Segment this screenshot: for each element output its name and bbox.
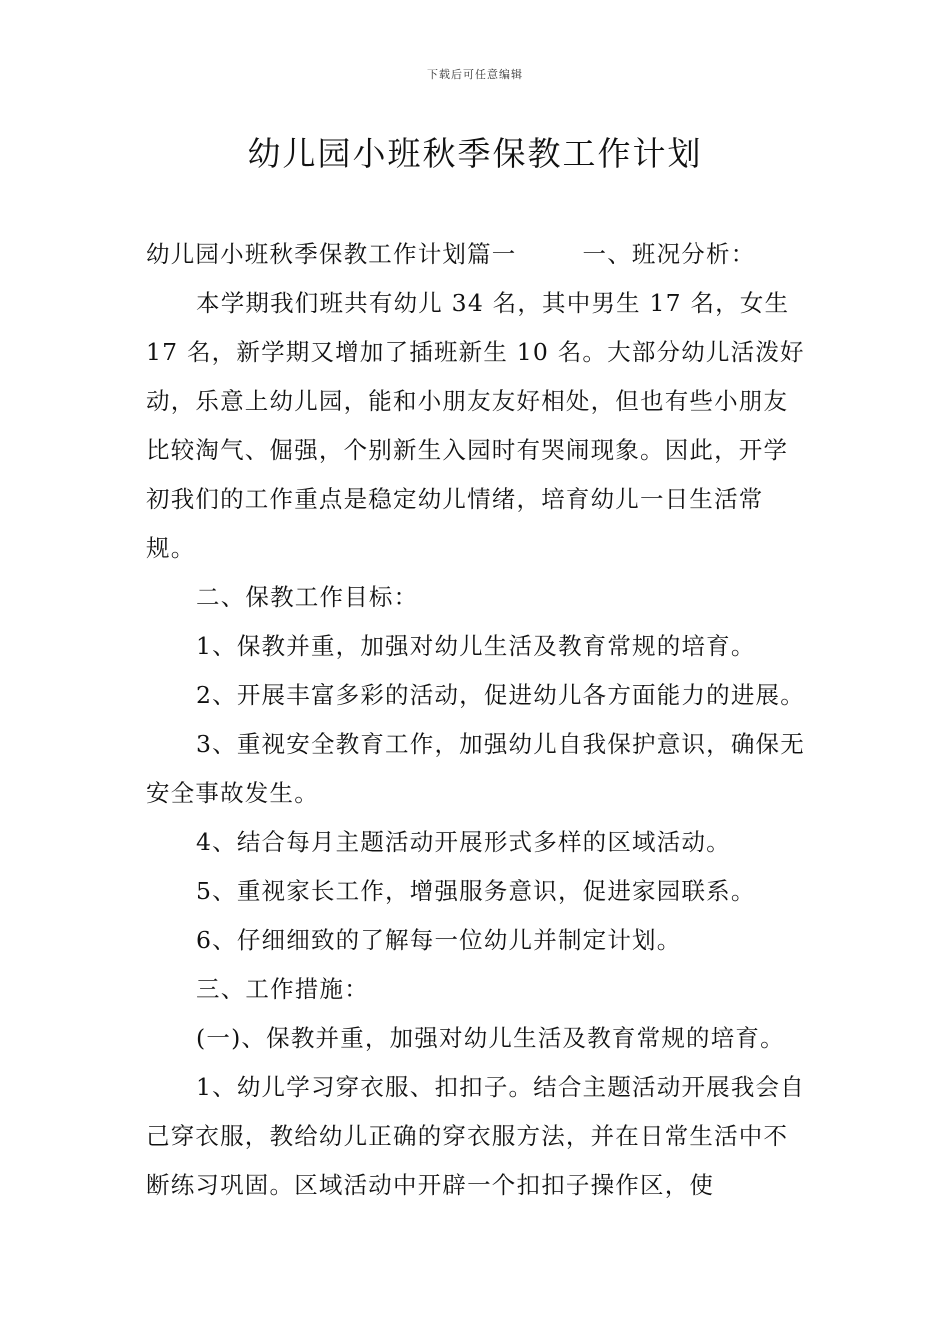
goal-item-2: 2、开展丰富多彩的活动，促进幼儿各方面能力的进展。 bbox=[196, 681, 805, 709]
goal-item-6: 6、仔细细致的了解每一位幼儿并制定计划。 bbox=[196, 926, 682, 954]
heading-class-analysis: 一、班况分析： bbox=[582, 240, 756, 268]
goal-item-5: 5、重视家长工作，增强服务意识，促进家园联系。 bbox=[196, 877, 756, 905]
section-title: 幼儿园小班秋季保教工作计划篇一 bbox=[146, 240, 517, 268]
goal-item-4: 4、结合每月主题活动开展形式多样的区域活动。 bbox=[196, 828, 731, 856]
goal-item-3: 3、重视安全教育工作，加强幼儿自我保护意识，确保无安全事故发生。 bbox=[146, 730, 805, 807]
header-note: 下载后可任意编辑 bbox=[427, 68, 523, 81]
paragraph-intro bbox=[146, 230, 812, 279]
heading-goals: 二、保教工作目标： bbox=[196, 583, 419, 611]
document-body bbox=[146, 230, 812, 1210]
measure-item-1: 1、幼儿学习穿衣服、扣扣子。结合主题活动开展我会自己穿衣服，教给幼儿正确的穿衣服方法，并在日常生活中不断练习巩固。区域活动中开辟一个扣扣子操作区，使 bbox=[146, 1073, 805, 1199]
goal-item-1: 1、保教并重，加强对幼儿生活及教育常规的培育。 bbox=[196, 632, 756, 660]
subheading-measure-1: (一)、保教并重，加强对幼儿生活及教育常规的培育。 bbox=[196, 1024, 785, 1052]
page-title: 幼儿园小班秋季保教工作计划 bbox=[247, 134, 703, 173]
heading-measures: 三、工作措施： bbox=[196, 975, 369, 1003]
paragraph-class-analysis: 本学期我们班共有幼儿 34 名，其中男生 17 名，女生 17 名，新学期又增加了插班新生 10 名。大部分幼儿活泼好动，乐意上幼儿园，能和小朋友友好相处，但也有些小朋友比较淘气、倔强，个别新生入园时有哭闹现象。因此，开学初我们的工作重点是稳定幼儿情绪，培育幼儿一日生活常规。 bbox=[146, 289, 805, 562]
